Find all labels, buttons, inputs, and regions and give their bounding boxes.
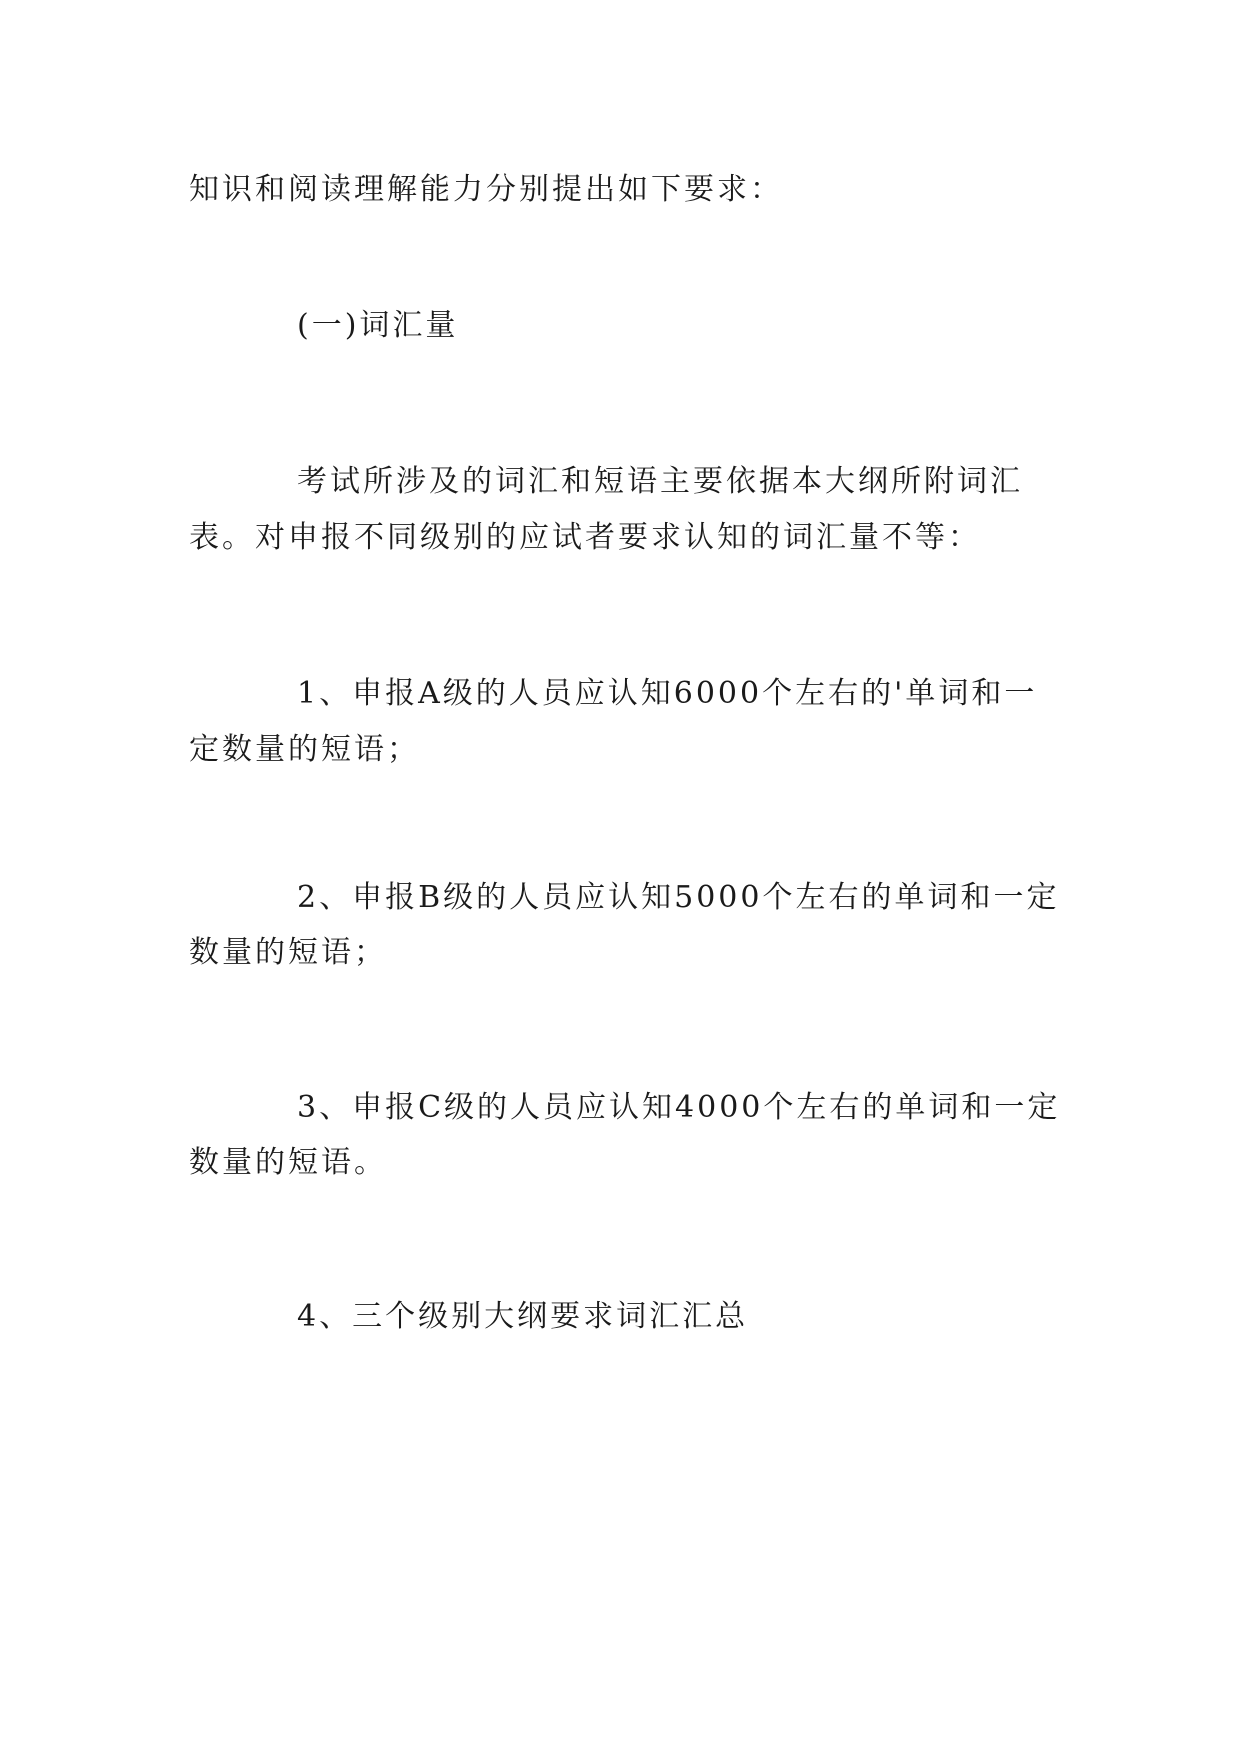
- intro-paragraph-line-1: 知识和阅读理解能力分别提出如下要求：: [189, 172, 783, 207]
- vocab-paragraph-line-1: 考试所涉及的词汇和短语主要依据本大纲所附词汇: [297, 464, 1023, 499]
- vocab-paragraph-line-2: 表。对申报不同级别的应试者要求认知的词汇量不等：: [189, 520, 981, 555]
- item-3-line-1: 3、申报C级的人员应认知4000个左右的单词和一定: [297, 1090, 1061, 1125]
- item-2-line-2: 数量的短语；: [189, 935, 387, 970]
- item-1-line-1: 1、申报A级的人员应认知6000个左右的'单词和一: [297, 676, 1038, 711]
- item-2-line-1: 2、申报B级的人员应认知5000个左右的单词和一定: [297, 880, 1060, 915]
- item-3-line-2: 数量的短语。: [189, 1145, 387, 1180]
- item-4-line-1: 4、三个级别大纲要求词汇汇总: [297, 1299, 749, 1334]
- item-1-line-2: 定数量的短语；: [189, 732, 420, 767]
- section-heading: (一)词汇量: [297, 308, 459, 343]
